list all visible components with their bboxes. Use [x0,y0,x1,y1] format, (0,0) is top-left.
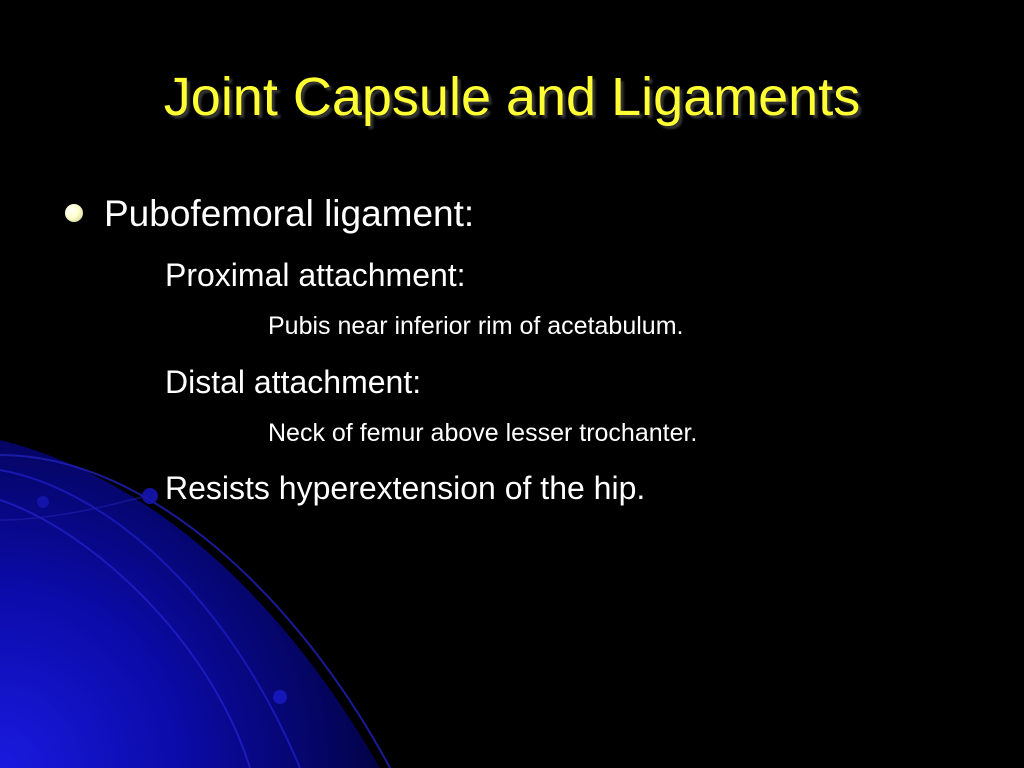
sub-bullet: Resists hyperextension of the hip. [165,470,646,506]
bullet-icon [65,204,83,222]
sub-bullet: Distal attachment: [165,364,422,400]
slide-title: Joint Capsule and Ligaments [163,67,861,127]
sub-sub-bullet: Pubis near inferior rim of acetabulum. [268,312,684,340]
bullet-level1: Pubofemoral ligament: [104,193,475,234]
sub-sub-bullet: Neck of femur above lesser trochanter. [268,419,698,447]
sub-bullet: Proximal attachment: [165,257,466,293]
